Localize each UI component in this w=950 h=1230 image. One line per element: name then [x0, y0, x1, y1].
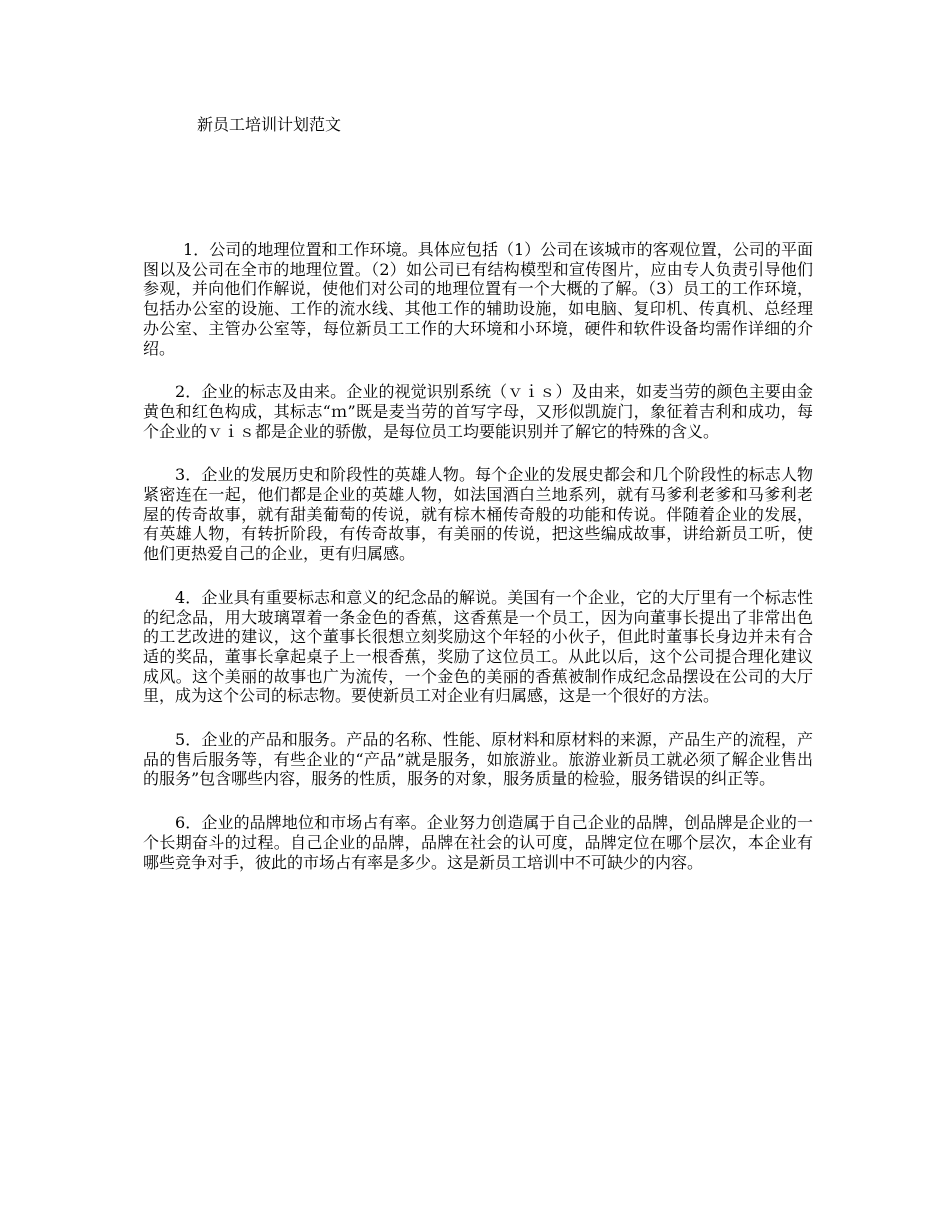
document-title: 新员工培训计划范文: [197, 115, 342, 134]
paragraph-1: 1．公司的地理位置和工作环境。具体应包括（1）公司在该城市的客观位置，公司的平面图以及公司在全市的地理位置。（2）如公司已有结构模型和宣传图片，应由专人负责引导他们参观，并向他们作解说，使他们对公司的地理位置有一个大概的了解。（3）员工的工作环境，包括办公室的设施、工作的流水线、其他工作的辅助设施，如电脑、复印机、传真机、总经理办公室、主管办公室等，每位新员工工作的大环境和小环境，硬件和软件设备均需作详细的介绍。: [143, 240, 813, 358]
paragraph-4: 4．企业具有重要标志和意义的纪念品的解说。美国有一个企业，它的大厅里有一个标志性的纪念品，用大玻璃罩着一条金色的香蕉，这香蕉是一个员工，因为向董事长提出了非常出色的工艺改进的建议，这个董事长很想立刻奖励这个年轻的小伙子，但此时董事长身边并未有合适的奖品，董事长拿起桌子上一根香蕉，奖励了这位员工。从此以后，这个公司提合理化建议成风。这个美丽的故事也广为流传，一个金色的美丽的香蕉被制作成纪念品摆设在公司的大厅里，成为这个公司的标志物。要使新员工对企业有归属感，这是一个很好的方法。: [143, 587, 813, 706]
paragraph-3: 3．企业的发展历史和阶段性的英雄人物。每个企业的发展史都会和几个阶段性的标志人物紧密连在一起，他们都是企业的英雄人物，如法国酒白兰地系列，就有马爹利老爹和马爹利老屋的传奇故事，就有甜美葡萄的传说，就有棕木桶传奇般的功能和传说。伴随着企业的发展，有英雄人物，有转折阶段，有传奇故事，有美丽的传说，把这些编成故事，讲给新员工听，使他们更热爱自己的企业，更有归属感。: [143, 465, 813, 564]
paragraph-2: 2．企业的标志及由来。企业的视觉识别系统（ｖｉｓ）及由来，如麦当劳的颜色主要由金黄色和红色构成，其标志“ｍ”既是麦当劳的首写字母，又形似凯旋门，象征着吉利和成功，每个企业的ｖｉｓ都是企业的骄傲，是每位员工均要能识别并了解它的特殊的含义。: [143, 382, 813, 441]
paragraph-5: 5．企业的产品和服务。产品的名称、性能、原材料和原材料的来源，产品生产的流程，产品的售后服务等，有些企业的“产品”就是服务，如旅游业。旅游业新员工就必须了解企业售出的服务”包含哪些内容，服务的性质，服务的对象，服务质量的检验，服务错误的纠正等。: [143, 730, 813, 789]
paragraph-6: 6．企业的品牌地位和市场占有率。企业努力创造属于自己企业的品牌，创品牌是企业的一个长期奋斗的过程。自己企业的品牌，品牌在社会的认可度，品牌定位在哪个层次，本企业有哪些竞争对手，彼此的市场占有率是多少。这是新员工培训中不可缺少的内容。: [143, 813, 813, 872]
document-body: [143, 240, 813, 896]
